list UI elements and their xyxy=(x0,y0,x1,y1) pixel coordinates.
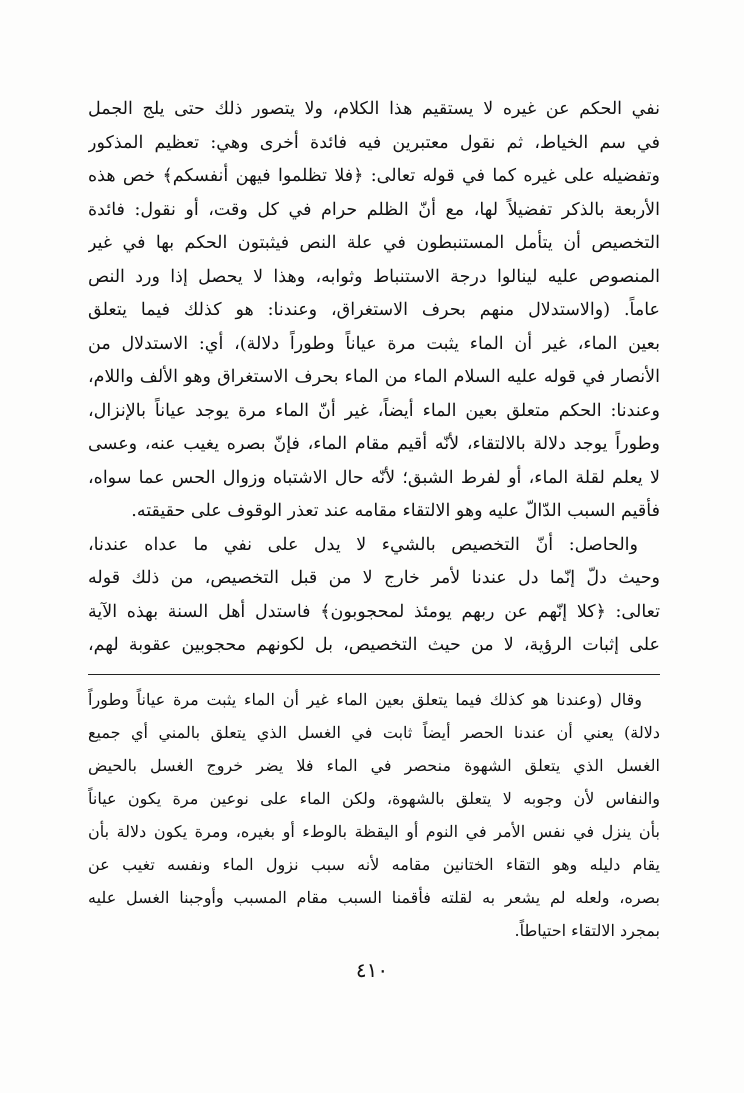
main-line: المنصوص عليه لينالوا درجة الاستنباط وثوابه، وهذا لا يحصل إذا ورد النص xyxy=(88,266,660,287)
footnote-line: بصره، ولعله لم يشعر به لقلته فأقمنا السبب مقام المسبب وأوجبنا الغسل عليه xyxy=(88,888,660,907)
footnote-separator-rule xyxy=(88,674,660,675)
main-line: وطوراً يوجد دلالة بالالتقاء، لأنّه أقيم مقام الماء، فإنّ بصره يغيب عنه، وعسى xyxy=(88,434,660,454)
footnote-line: دلالة) يعني أن عندنا الحصر أيضاً ثابت في الغسل الذي يتعلق بالمني أي جميع xyxy=(88,723,660,742)
main-line: بعين الماء، غير أن الماء يثبت مرة عياناً وطوراً دلالة)، أي: الاستدلال من xyxy=(88,333,660,354)
main-line: وتفضيله على غيره كما في قوله تعالى: ﴿فلا تظلموا فيهن أنفسكم﴾ خص هذه xyxy=(88,166,660,186)
footnote-line: الغسل الذي يتعلق الشهوة منحصر في الماء فلا يضر خروج الغسل بالحيض xyxy=(88,756,660,775)
main-line: التخصيص أن يتأمل المستنبطون في علة النص فيثبتون الحكم بها في غير xyxy=(88,233,660,253)
main-text-block xyxy=(88,93,660,663)
main-line: لا يعلم لقلة الماء، أو لفرط الشبق؛ لأنّه حال الاشتباه وزوال الحس عما سواه، xyxy=(88,467,660,488)
main-line: فأقيم السبب الدّالّ عليه وهو الالتقاء مقامه عند تعذر الوقوف على حقيقته. xyxy=(131,501,660,521)
main-line: الأربعة بالذكر تفضيلاً لها، مع أنّ الظلم حرام في كل وقت، أو نقول: فائدة xyxy=(88,199,660,220)
main-line: على إثبات الرؤية، لا من حيث التخصيص، بل لكونهم محجوبين عقوبة لهم، xyxy=(88,635,660,655)
main-line: نفي الحكم عن غيره لا يستقيم هذا الكلام، ولا يتصور ذلك حتى يلج الجمل xyxy=(88,99,660,119)
footnote-line: بمجرد الالتقاء احتياطاً. xyxy=(514,921,660,940)
main-line: في سم الخياط، ثم نقول معتبرين فيه فائدة أخرى وهي: تعظيم المذكور xyxy=(88,132,660,153)
main-line-paragraph-start: والحاصل: أنّ التخصيص بالشيء لا يدل على نفي ما عداه عندنا، xyxy=(88,534,638,555)
footnote-line: بأن ينزل في نفس الأمر في النوم أو اليقظة بالوطء أو بغيره، ومرة يكون دلالة بأن xyxy=(88,822,660,841)
main-line: تعالى: ﴿كلا إنّهم عن ربهم يومئذ لمحجوبون﴾ فاستدل أهل السنة بهذه الآية xyxy=(88,601,660,622)
main-line: عاماً. (والاستدلال منهم بحرف الاستغراق، وعندنا: هو كذلك فيما يتعلق xyxy=(88,300,660,320)
footnote-line: يقام دليله وهو التقاء الختانين مقامه لأنه سبب نزول الماء ونفسه تغيب عن xyxy=(88,855,660,874)
page-number: ٤١٠ xyxy=(355,958,389,982)
footnote-line: والنفاس لأن وجوبه لا يتعلق بالشهوة، ولكن الماء على نوعين مرة يكون عياناً xyxy=(88,789,660,808)
main-line: وعندنا: الحكم متعلق بعين الماء أيضاً، غير أنّ الماء مرة يوجد عياناً بالإنزال، xyxy=(88,400,660,421)
main-line: وحيث دلّ إنّما دل عندنا لأمر خارج لا من قبل التخصيص، من ذلك قوله xyxy=(88,568,660,588)
footnote-text-block xyxy=(88,683,660,947)
main-line: الأنصار في قوله عليه السلام الماء من الماء بحرف الاستغراق وهو الألف واللام، xyxy=(88,367,660,387)
footnote-line: وقال (وعندنا هو كذلك فيما يتعلق بعين الماء غير أن الماء يثبت مرة عياناً وطوراً xyxy=(88,690,642,709)
